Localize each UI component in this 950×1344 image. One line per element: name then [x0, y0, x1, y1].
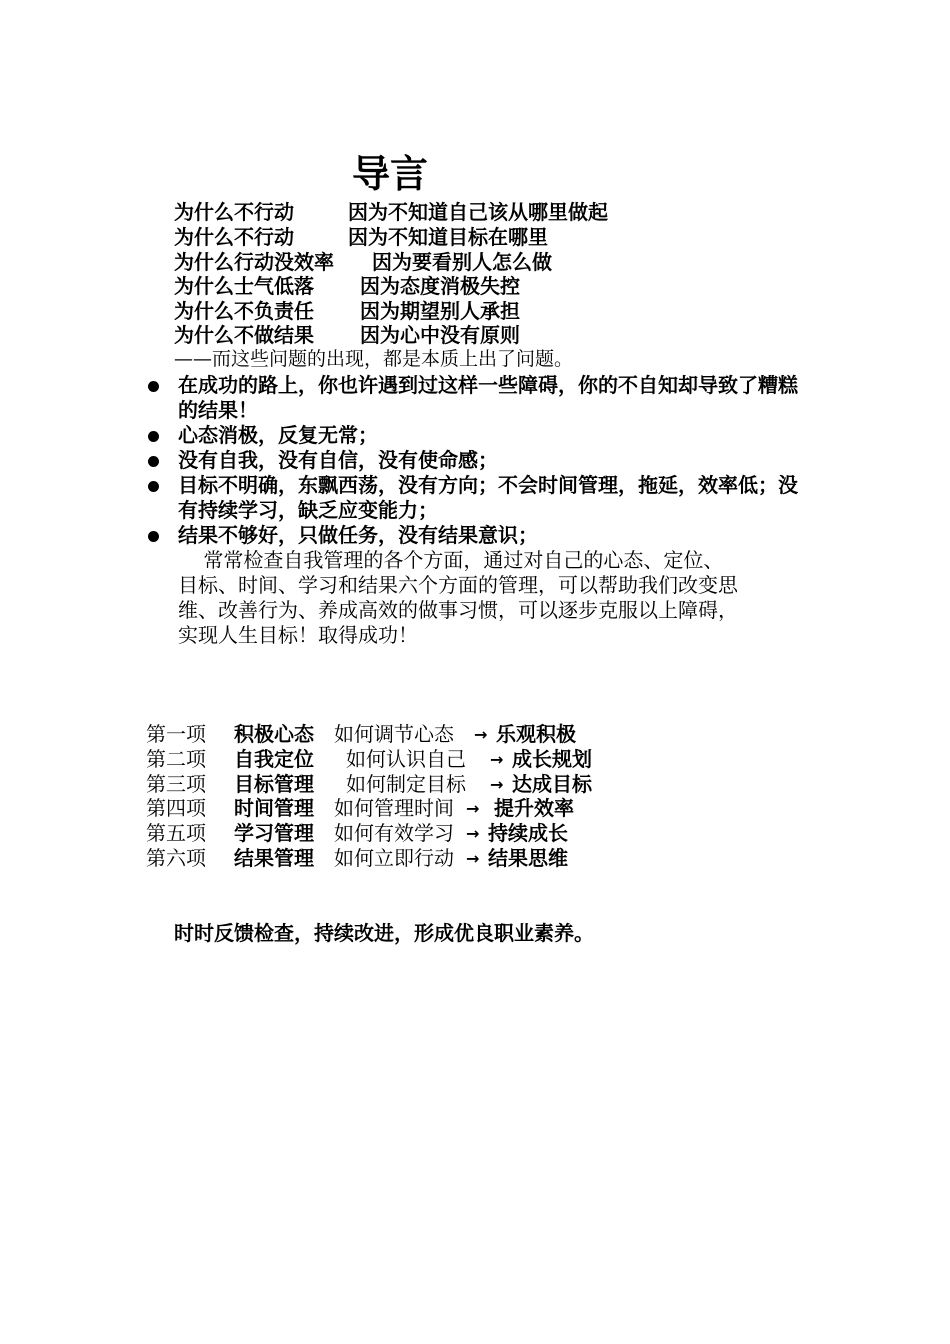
- item-number: 第三项: [146, 772, 206, 796]
- bullet-text: 心态消极，反复无常；: [178, 423, 378, 447]
- bullet-text: 在成功的路上，你也许遇到过这样一些障碍，你的不自知却导致了糟糕的结果！: [178, 373, 798, 422]
- summary-line: ——而这些问题的出现，都是本质上出了问题。: [174, 348, 574, 370]
- item-goal: 结果思维: [488, 846, 568, 870]
- paragraph-line: 常常检查自我管理的各个方面，通过对自己的心态、定位、: [178, 548, 724, 572]
- item-name: 目标管理: [234, 772, 314, 796]
- bullet-text: 没有自我，没有自信，没有使命感；: [178, 448, 498, 472]
- question-text: 为什么士气低落: [174, 274, 314, 298]
- item-goal: 乐观积极: [496, 722, 576, 746]
- answer-text: 因为期望别人承担: [360, 299, 520, 323]
- arrow-right-icon: →: [490, 775, 504, 794]
- item-method: 如何管理时间: [334, 796, 454, 820]
- bullet-dot-icon: [148, 381, 159, 392]
- item-method: 如何调节心态: [334, 722, 454, 746]
- question-text: 为什么行动没效率: [174, 250, 334, 274]
- bullet-dot-icon: [148, 456, 159, 467]
- item-name: 学习管理: [234, 821, 314, 845]
- item-method: 如何制定目标: [346, 772, 466, 796]
- answer-text: 因为态度消极失控: [360, 274, 520, 298]
- answer-text: 因为不知道目标在哪里: [348, 225, 548, 249]
- bullet-item: [148, 523, 828, 548]
- bullet-dot-icon: [148, 531, 159, 542]
- bullet-item: [148, 448, 828, 473]
- bullet-dot-icon: [148, 431, 159, 442]
- bullet-text: 结果不够好，只做任务，没有结果意识；: [178, 523, 538, 547]
- bullet-item: [148, 423, 828, 448]
- item-number: 第五项: [146, 821, 206, 845]
- page-title: 导言: [352, 152, 429, 196]
- question-text: 为什么不行动: [174, 225, 294, 249]
- paragraph-line: 目标、时间、学习和结果六个方面的管理，可以帮助我们改变思: [178, 573, 738, 597]
- item-name: 自我定位: [234, 747, 314, 771]
- arrow-right-icon: →: [490, 750, 504, 769]
- body-paragraph: [178, 548, 808, 648]
- paragraph-line: 实现人生目标！取得成功！: [178, 623, 418, 647]
- answer-text: 因为心中没有原则: [360, 323, 520, 347]
- arrow-right-icon: →: [466, 824, 480, 843]
- arrow-right-icon: →: [466, 799, 480, 818]
- item-name: 积极心态: [234, 722, 314, 746]
- item-number: 第二项: [146, 747, 206, 771]
- question-text: 为什么不行动: [174, 200, 294, 224]
- item-number: 第六项: [146, 846, 206, 870]
- item-name: 时间管理: [234, 796, 314, 820]
- bullet-text: 目标不明确，东飘西荡，没有方向；不会时间管理，拖延，效率低；没有持续学习，缺乏应变能力；: [178, 473, 798, 522]
- item-name: 结果管理: [234, 846, 314, 870]
- item-method: 如何认识自己: [346, 747, 466, 771]
- item-method: 如何有效学习: [334, 821, 454, 845]
- item-number: 第一项: [146, 722, 206, 746]
- item-goal: 提升效率: [494, 796, 574, 820]
- arrow-right-icon: →: [466, 849, 480, 868]
- answer-text: 因为不知道自己该从哪里做起: [348, 200, 608, 224]
- paragraph-line: 维、改善行为、养成高效的做事习惯，可以逐步克服以上障碍，: [178, 598, 738, 622]
- arrow-right-icon: →: [474, 725, 488, 744]
- item-goal: 达成目标: [512, 772, 592, 796]
- answer-text: 因为要看别人怎么做: [372, 250, 552, 274]
- item-number: 第四项: [146, 796, 206, 820]
- bullet-item: [148, 373, 828, 423]
- bullet-dot-icon: [148, 481, 159, 492]
- item-goal: 持续成长: [488, 821, 568, 845]
- bullet-item: [148, 473, 828, 523]
- item-method: 如何立即行动: [334, 846, 454, 870]
- question-text: 为什么不负责任: [174, 299, 314, 323]
- item-goal: 成长规划: [512, 747, 592, 771]
- question-text: 为什么不做结果: [174, 323, 314, 347]
- closing-statement: 时时反馈检查，持续改进，形成优良职业素养。: [174, 921, 594, 945]
